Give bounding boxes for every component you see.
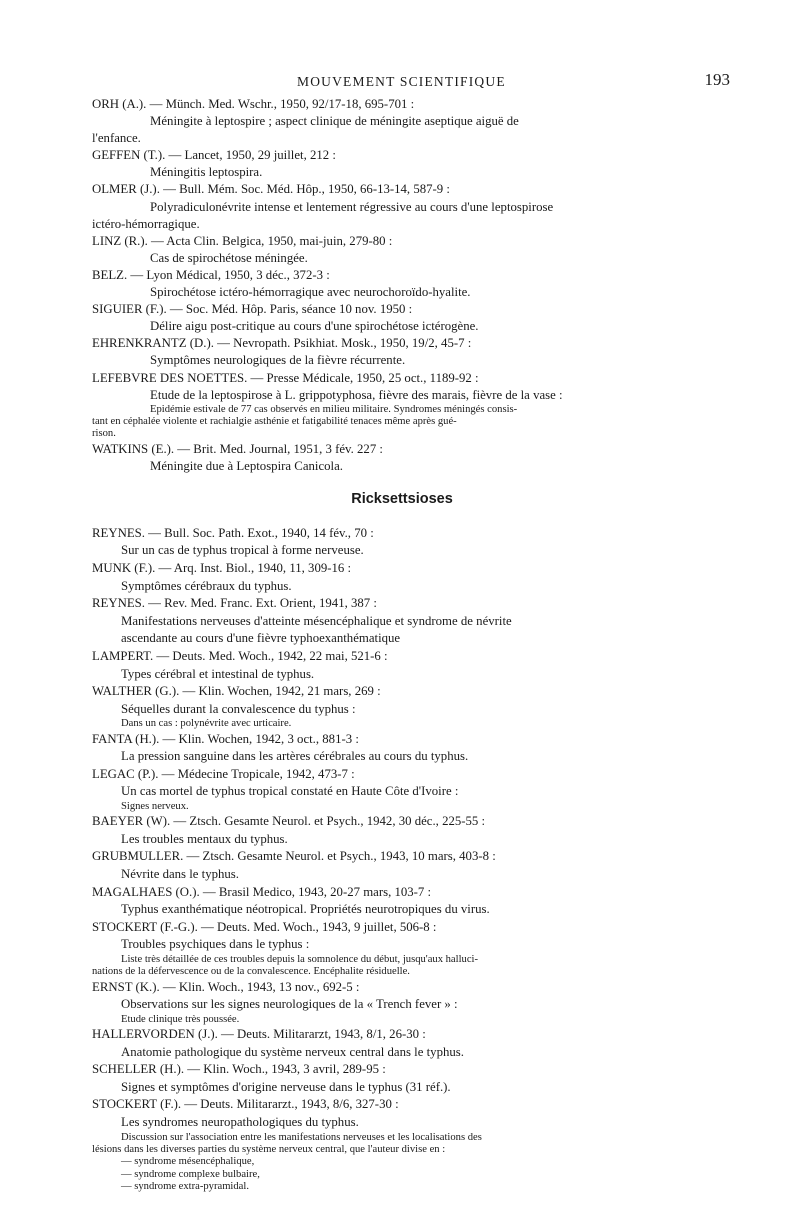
abstract-line: Liste très détaillée de ces troubles depuis la somnolence du début, jusqu'aux halluci-	[121, 954, 478, 966]
title-line: Méningite due à Leptospira Canicola.	[150, 458, 343, 473]
reference-entry	[92, 181, 712, 232]
reference-entry	[92, 595, 712, 648]
abstract-line: tant en céphalée violente et rachialgie asthénie et fatigabilité tenaces même après gué-	[92, 415, 457, 427]
citation-line: ERNST (K.). — Klin. Woch., 1943, 13 nov., 692-5 :	[92, 979, 360, 994]
reference-entry	[92, 766, 712, 813]
citation-line: FANTA (H.). — Klin. Wochen, 1942, 3 oct., 881-3 :	[92, 731, 359, 746]
title-line: Etude de la leptospirose à L. grippotyphosa, fièvre des marais, fièvre de la vase :	[150, 387, 563, 402]
title-line: ictéro-hémorragique.	[92, 216, 200, 231]
reference-entry	[92, 813, 712, 848]
title-line: Signes et symptômes d'origine nerveuse dans le typhus (31 réf.).	[121, 1079, 451, 1094]
reference-entry	[92, 525, 712, 560]
abstract-line: Epidémie estivale de 77 cas observés en milieu militaire. Syndromes méningés consis-	[150, 403, 518, 415]
reference-entry	[92, 1096, 712, 1193]
page-header	[92, 62, 730, 96]
citation-line: LAMPERT. — Deuts. Med. Woch., 1942, 22 mai, 521-6 :	[92, 648, 388, 663]
title-line: ascendante au cours d'une fièvre typhoexanthématique	[121, 631, 401, 646]
citation-line: GEFFEN (T.). — Lancet, 1950, 29 juillet, 212 :	[92, 148, 336, 163]
citation-line: LEGAC (P.). — Médecine Tropicale, 1942, 473-7 :	[92, 766, 355, 781]
citation-line: BAEYER (W). — Ztsch. Gesamte Neurol. et Psych., 1942, 30 déc., 225-55 :	[92, 814, 486, 829]
abstract-note	[92, 1014, 712, 1026]
title-line: Méningite à leptospire ; aspect clinique de méningite aseptique aiguë de	[150, 114, 519, 129]
title-line: La pression sanguine dans les artères cérébrales au cours du typhus.	[121, 749, 469, 764]
reference-entry	[92, 96, 712, 147]
reference-entry	[92, 301, 712, 335]
citation-line: STOCKERT (F.). — Deuts. Militararzt., 1943, 8/6, 327-30 :	[92, 1097, 399, 1112]
abstract-line: Dans un cas : polynévrite avec urticaire.	[121, 718, 292, 730]
abstract-line: nations de la défervescence ou de la convalescence. Encéphalite résiduelle.	[92, 966, 410, 978]
abstract-note	[92, 404, 712, 441]
citation-line: WALTHER (G.). — Klin. Wochen, 1942, 21 mars, 269 :	[92, 684, 381, 699]
citation-line: STOCKERT (F.-G.). — Deuts. Med. Woch., 1943, 9 juillet, 506-8 :	[92, 919, 437, 934]
title-line: Un cas mortel de typhus tropical constaté en Haute Côte d'Ivoire :	[121, 784, 459, 799]
abstract-line: — syndrome mésencéphalique,	[121, 1156, 255, 1168]
title-line: Observations sur les signes neurologiques de la « Trench fever » :	[121, 997, 458, 1012]
citation-line: REYNES. — Rev. Med. Franc. Ext. Orient, 1941, 387 :	[92, 596, 377, 611]
citation-line: EHRENKRANTZ (D.). — Nevropath. Psikhiat. Mosk., 1950, 19/2, 45-7 :	[92, 336, 472, 351]
reference-entry	[92, 1026, 712, 1061]
citation-line: HALLERVORDEN (J.). — Deuts. Militararzt, 1943, 8/1, 26-30 :	[92, 1027, 426, 1042]
title-line: Anatomie pathologique du système nerveux central dans le typhus.	[121, 1044, 464, 1059]
abstract-line: rison.	[92, 428, 116, 440]
reference-entry	[92, 147, 712, 181]
title-line: Névrite dans le typhus.	[121, 867, 239, 882]
citation-line: REYNES. — Bull. Soc. Path. Exot., 1940, 14 fév., 70 :	[92, 525, 374, 540]
title-line: Manifestations nerveuses d'atteinte mésencéphalique et syndrome de névrite	[121, 613, 512, 628]
abstract-line: Etude clinique très poussée.	[121, 1013, 240, 1025]
abstract-note	[92, 801, 712, 813]
page-number: 193	[704, 70, 730, 89]
citation-line: BELZ. — Lyon Médical, 1950, 3 déc., 372-3 :	[92, 267, 330, 282]
reference-entry	[92, 441, 712, 475]
running-title: MOUVEMENT SCIENTIFIQUE	[297, 74, 506, 89]
title-line: Séquelles durant la convalescence du typhus :	[121, 701, 356, 716]
citation-line: LEFEBVRE DES NOETTES. — Presse Médicale, 1950, 25 oct., 1189-92 :	[92, 370, 479, 385]
title-line: Méningitis leptospira.	[150, 165, 263, 180]
title-line: Polyradiculonévrite intense et lentement régressive au cours d'une leptospirose	[150, 199, 554, 214]
reference-entry	[92, 919, 712, 979]
citation-line: MAGALHAES (O.). — Brasil Medico, 1943, 20-27 mars, 103-7 :	[92, 884, 432, 899]
reference-entry	[92, 848, 712, 883]
title-line: Types cérébral et intestinal de typhus.	[121, 666, 315, 681]
citation-line: MUNK (F.). — Arq. Inst. Biol., 1940, 11, 309-16 :	[92, 560, 352, 575]
abstract-line: — syndrome extra-pyramidal.	[121, 1180, 249, 1192]
title-line: Délire aigu post-critique au cours d'une spirochétose ictérogène.	[150, 319, 479, 334]
reference-entry	[92, 370, 712, 441]
citation-line: OLMER (J.). — Bull. Mém. Soc. Méd. Hôp., 1950, 66-13-14, 587-9 :	[92, 182, 450, 197]
title-line: Symptômes cérébraux du typhus.	[121, 578, 292, 593]
abstract-line: Signes nerveux.	[121, 800, 189, 812]
title-line: Typhus exanthématique néotropical. Propriétés neurotropiques du virus.	[121, 902, 490, 917]
abstract-line: — syndrome complexe bulbaire,	[121, 1168, 260, 1180]
abstract-note	[92, 954, 712, 979]
abstract-line: Discussion sur l'association entre les manifestations nerveuses et les localisations des	[121, 1131, 482, 1143]
citation-line: SCHELLER (H.). — Klin. Woch., 1943, 3 avril, 289-95 :	[92, 1062, 386, 1077]
document-page	[92, 62, 730, 1193]
reference-entry	[92, 884, 712, 919]
title-line: Les syndromes neuropathologiques du typhus.	[121, 1115, 359, 1130]
title-line: Spirochétose ictéro-hémorragique avec neurochoroïdo-hyalite.	[150, 285, 471, 300]
reference-entry	[92, 648, 712, 683]
reference-entry	[92, 267, 712, 301]
title-line: Les troubles mentaux du typhus.	[121, 831, 288, 846]
citation-line: ORH (A.). — Münch. Med. Wschr., 1950, 92/17-18, 695-701 :	[92, 97, 415, 111]
leptospirosis-references	[92, 96, 712, 475]
abstract-note	[92, 718, 712, 730]
section-title: Ricksettsioses	[351, 490, 453, 507]
citation-line: GRUBMULLER. — Ztsch. Gesamte Neurol. et Psych., 1943, 10 mars, 403-8 :	[92, 849, 496, 864]
abstract-line: lésions dans les diverses parties du système nerveux central, que l'auteur divise en :	[92, 1143, 446, 1155]
citation-line: WATKINS (E.). — Brit. Med. Journal, 1951, 3 fév. 227 :	[92, 441, 383, 456]
rickettsioses-references	[92, 525, 712, 1193]
reference-entry	[92, 335, 712, 369]
title-line: Troubles psychiques dans le typhus :	[121, 937, 310, 952]
title-line: l'enfance.	[92, 131, 141, 146]
citation-line: LINZ (R.). — Acta Clin. Belgica, 1950, mai-juin, 279-80 :	[92, 233, 393, 248]
reference-entry	[92, 683, 712, 730]
reference-entry	[92, 560, 712, 595]
reference-entry	[92, 233, 712, 267]
title-line: Cas de spirochétose méningée.	[150, 250, 308, 265]
reference-entry	[92, 979, 712, 1026]
title-line: Sur un cas de typhus tropical à forme nerveuse.	[121, 543, 364, 558]
reference-entry	[92, 731, 712, 766]
abstract-note	[92, 1132, 712, 1193]
title-line: Symptômes neurologiques de la fièvre récurrente.	[150, 353, 406, 368]
reference-entry	[92, 1061, 712, 1096]
citation-line: SIGUIER (F.). — Soc. Méd. Hôp. Paris, séance 10 nov. 1950 :	[92, 302, 413, 317]
